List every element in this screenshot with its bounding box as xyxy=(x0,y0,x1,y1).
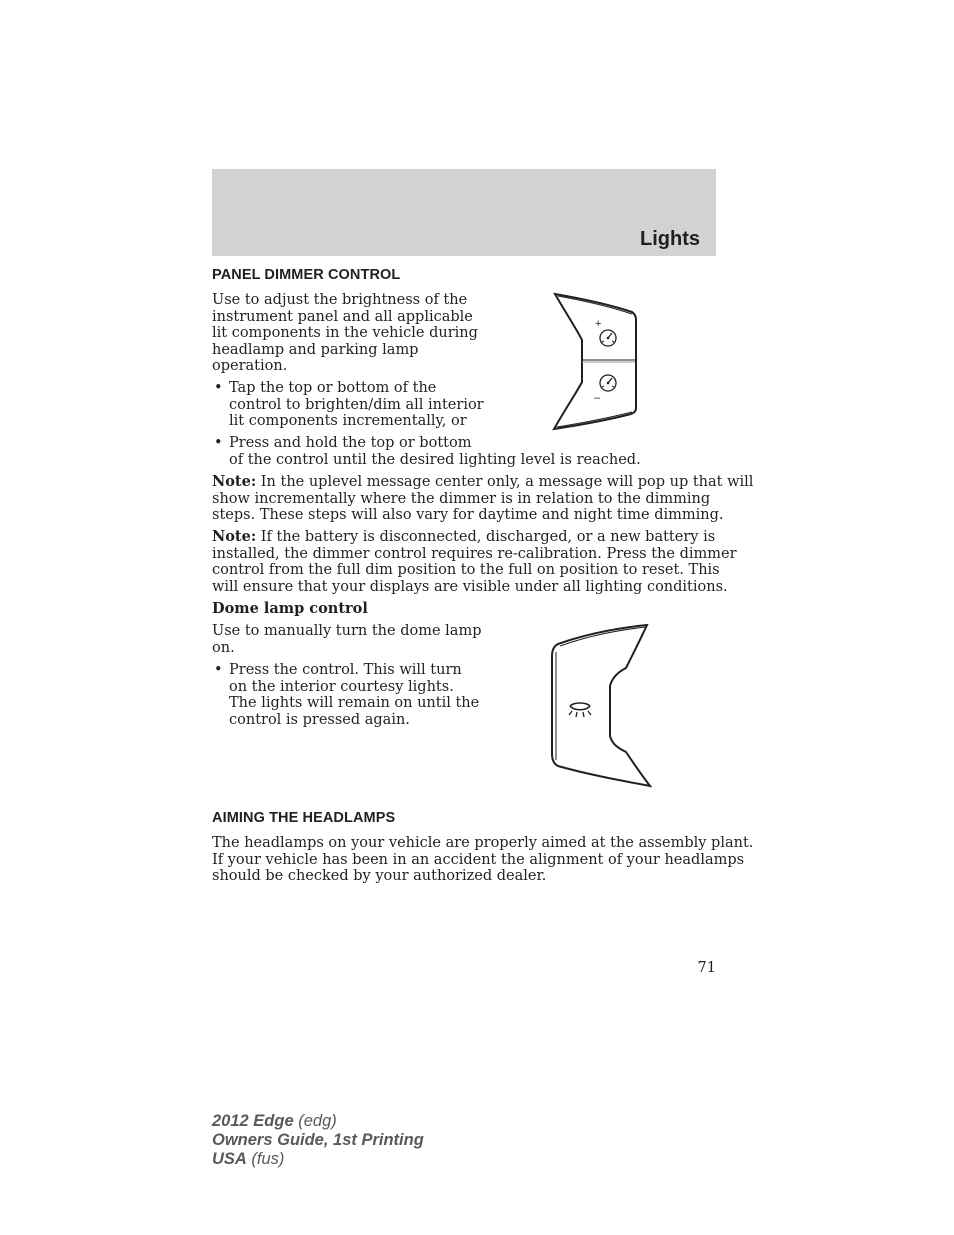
bullet-marker: • xyxy=(214,662,223,678)
section-title: Lights xyxy=(640,228,700,250)
dome-lamp-bullet-press: • Press the control. This will turn on the interior courtesy lights. The lights will remain on until the control is pressed again. xyxy=(214,662,480,728)
bullet-marker: • xyxy=(214,380,223,396)
panel-dimmer-intro: Use to adjust the brightness of the instrument panel and all applicable lit components in the vehicle during headlamp and parking lamp operation. xyxy=(212,292,478,375)
note-label: Note: xyxy=(212,528,257,545)
note-message-center: Note: In the uplevel message center only, a message will pop up that will show incrementally where the dimmer is in relation to the dimming steps. These steps will also vary for daytime and night time dimming. xyxy=(212,473,754,524)
aiming-heading: AIMING THE HEADLAMPS xyxy=(212,810,396,826)
bullet-marker: • xyxy=(214,435,223,451)
aiming-paragraph: The headlamps on your vehicle are properly aimed at the assembly plant. If your vehicle has been in an accident the alignment of your headlamps should be checked by your authorized dealer. xyxy=(212,835,754,885)
panel-dimmer-bullet-tap: • Tap the top or bottom of the control to brighten/dim all interior lit components incrementally, or xyxy=(214,380,484,430)
note-label: Note: xyxy=(212,473,257,490)
document-footer: 2012 Edge (edg) Owners Guide, 1st Printing USA (fus) xyxy=(212,1112,424,1168)
section-header-band xyxy=(212,169,716,256)
page-number: 71 xyxy=(697,960,716,976)
dimmer-minus-label: – xyxy=(594,392,601,404)
panel-dimmer-control-illustration xyxy=(548,290,640,432)
dome-lamp-control-illustration xyxy=(546,622,654,790)
panel-dimmer-heading: PANEL DIMMER CONTROL xyxy=(212,267,401,283)
note-battery-recalibration: Note: If the battery is disconnected, discharged, or a new battery is installed, the dimmer control requires re-calibration. Press the dimmer control from the full dim position to the full on position to reset. This will ensure that your displays are visible under all lighting conditions. xyxy=(212,528,737,595)
dome-lamp-intro: Use to manually turn the dome lamp on. xyxy=(212,623,482,656)
panel-dimmer-bullet-hold: • Press and hold the top or bottom of the control until the desired lighting level is reached. xyxy=(214,435,641,468)
dome-lamp-heading: Dome lamp control xyxy=(212,600,368,617)
dimmer-plus-label: + xyxy=(595,318,602,330)
